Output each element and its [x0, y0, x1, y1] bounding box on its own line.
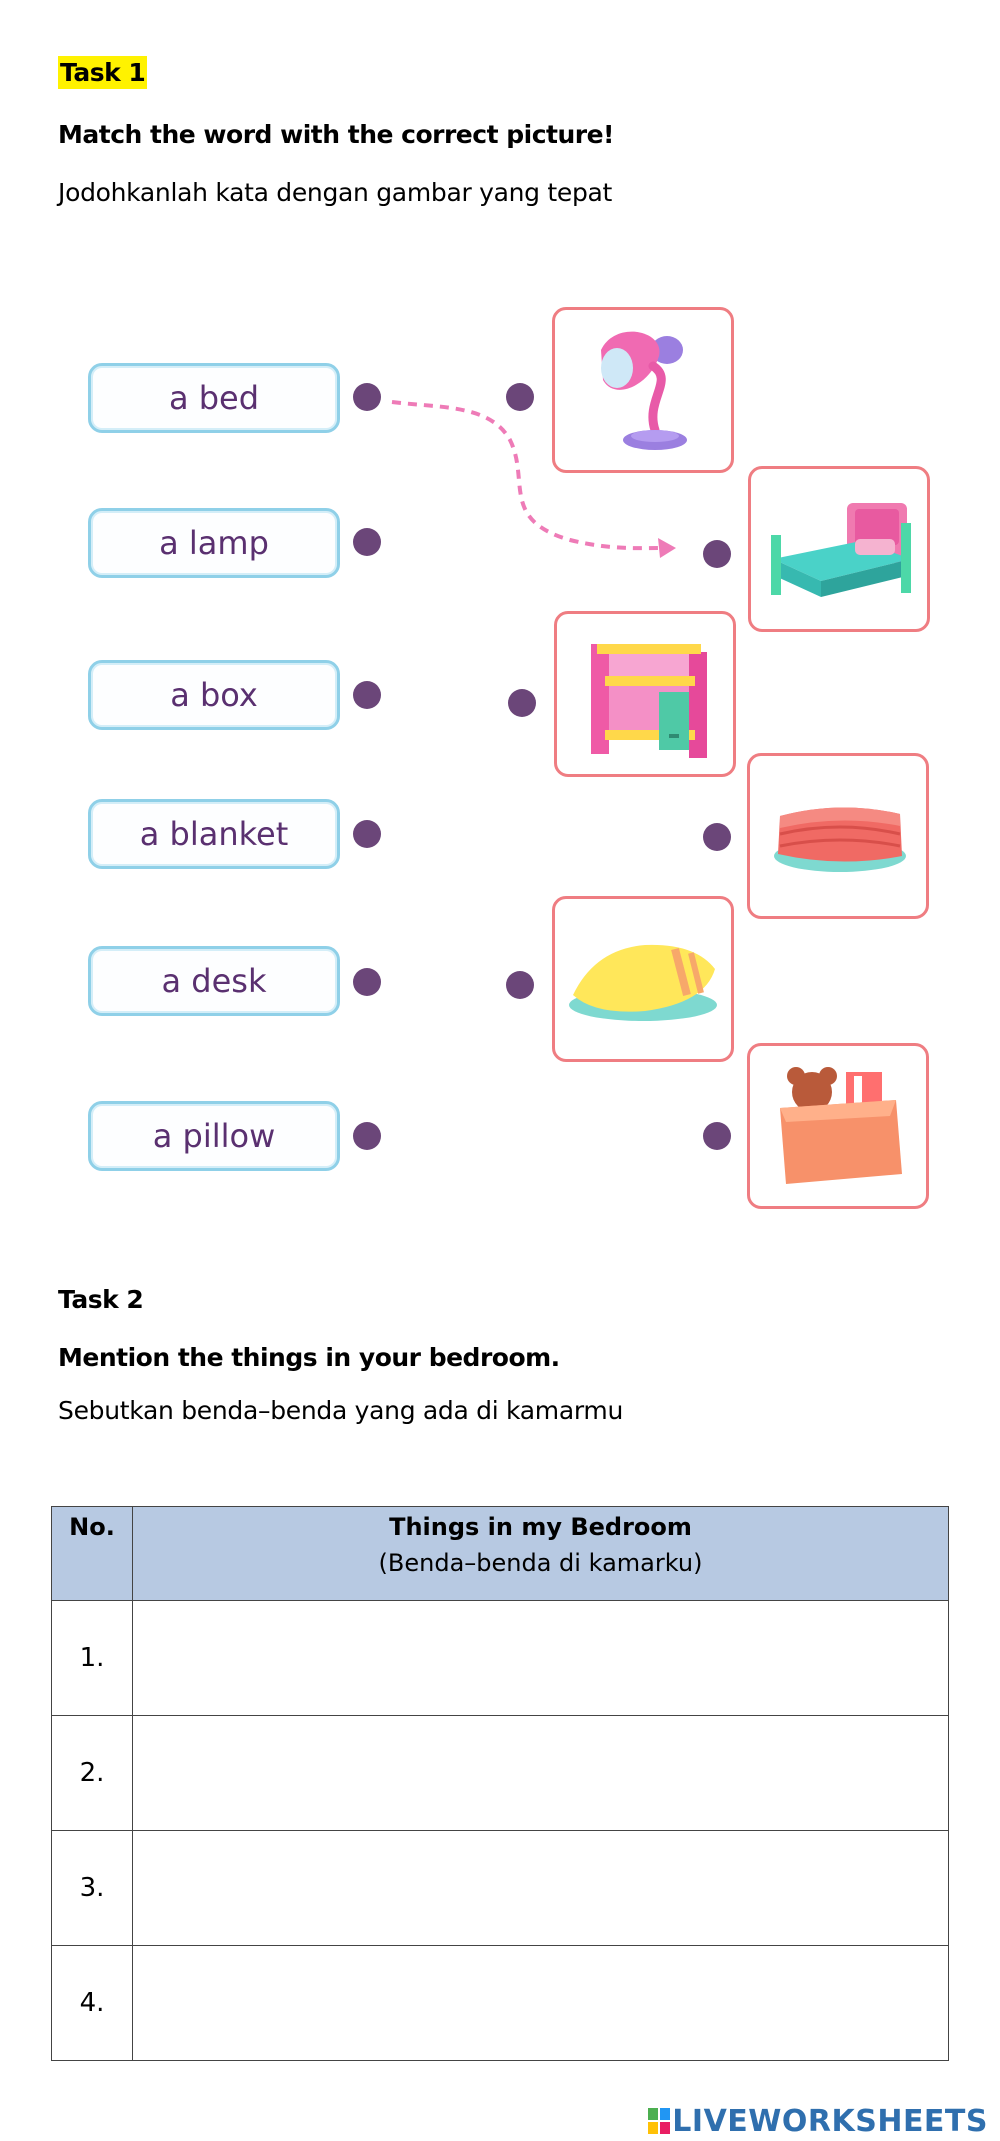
answer-cell-4[interactable] — [133, 1946, 949, 2061]
logo-text: LIVEWORKSHEETS — [672, 2104, 988, 2139]
desk-icon — [557, 614, 733, 774]
word-lamp: a lamp — [88, 508, 340, 578]
left-dot-bed[interactable] — [353, 383, 381, 411]
task2-title: Task 2 — [58, 1285, 144, 1314]
pillow-icon — [555, 899, 731, 1059]
picture-bed — [748, 466, 930, 632]
task1-instruction-id: Jodohkanlah kata dengan gambar yang tepat — [58, 178, 613, 207]
table-header-row — [52, 1507, 949, 1601]
left-dot-lamp[interactable] — [353, 528, 381, 556]
table-row — [52, 1601, 949, 1716]
table-row — [52, 1831, 949, 1946]
task1-title: Task 1 — [60, 58, 146, 87]
right-dot-bed[interactable] — [703, 540, 731, 568]
picture-pillow — [552, 896, 734, 1062]
logo-icon — [648, 2108, 670, 2134]
right-dot-blanket[interactable] — [703, 823, 731, 851]
word-pillow: a pillow — [88, 1101, 340, 1171]
right-dot-box[interactable] — [703, 1122, 731, 1150]
row-number: 4. — [52, 1946, 133, 2061]
picture-box — [747, 1043, 929, 1209]
bed-icon — [751, 469, 927, 629]
picture-lamp — [552, 307, 734, 473]
left-dot-pillow[interactable] — [353, 1122, 381, 1150]
liveworksheets-logo — [648, 2104, 988, 2139]
answer-cell-1[interactable] — [133, 1601, 949, 1716]
col-no-header: No. — [52, 1507, 133, 1601]
table-row — [52, 1946, 949, 2061]
blanket-icon — [750, 756, 926, 916]
row-number: 1. — [52, 1601, 133, 1716]
task2-instruction-en: Mention the things in your bedroom. — [58, 1343, 560, 1372]
col-things-subtitle: (Benda–benda di kamarku) — [378, 1549, 703, 1577]
left-dot-desk[interactable] — [353, 968, 381, 996]
row-number: 2. — [52, 1716, 133, 1831]
lamp-icon — [555, 310, 731, 470]
picture-blanket — [747, 753, 929, 919]
word-bed: a bed — [88, 363, 340, 433]
bedroom-things-table — [51, 1506, 949, 2061]
col-things-header — [133, 1507, 949, 1601]
box-icon — [750, 1046, 926, 1206]
answer-cell-2[interactable] — [133, 1716, 949, 1831]
col-things-title: Things in my Bedroom — [389, 1513, 692, 1541]
answer-cell-3[interactable] — [133, 1831, 949, 1946]
table-row — [52, 1716, 949, 1831]
word-box: a box — [88, 660, 340, 730]
row-number: 3. — [52, 1831, 133, 1946]
right-dot-desk[interactable] — [508, 689, 536, 717]
left-dot-box[interactable] — [353, 681, 381, 709]
right-dot-pillow[interactable] — [506, 971, 534, 999]
left-dot-blanket[interactable] — [353, 820, 381, 848]
task2-instruction-id: Sebutkan benda–benda yang ada di kamarmu — [58, 1396, 623, 1425]
word-desk: a desk — [88, 946, 340, 1016]
word-blanket: a blanket — [88, 799, 340, 869]
task1-instruction-en: Match the word with the correct picture! — [58, 120, 614, 149]
picture-desk — [554, 611, 736, 777]
